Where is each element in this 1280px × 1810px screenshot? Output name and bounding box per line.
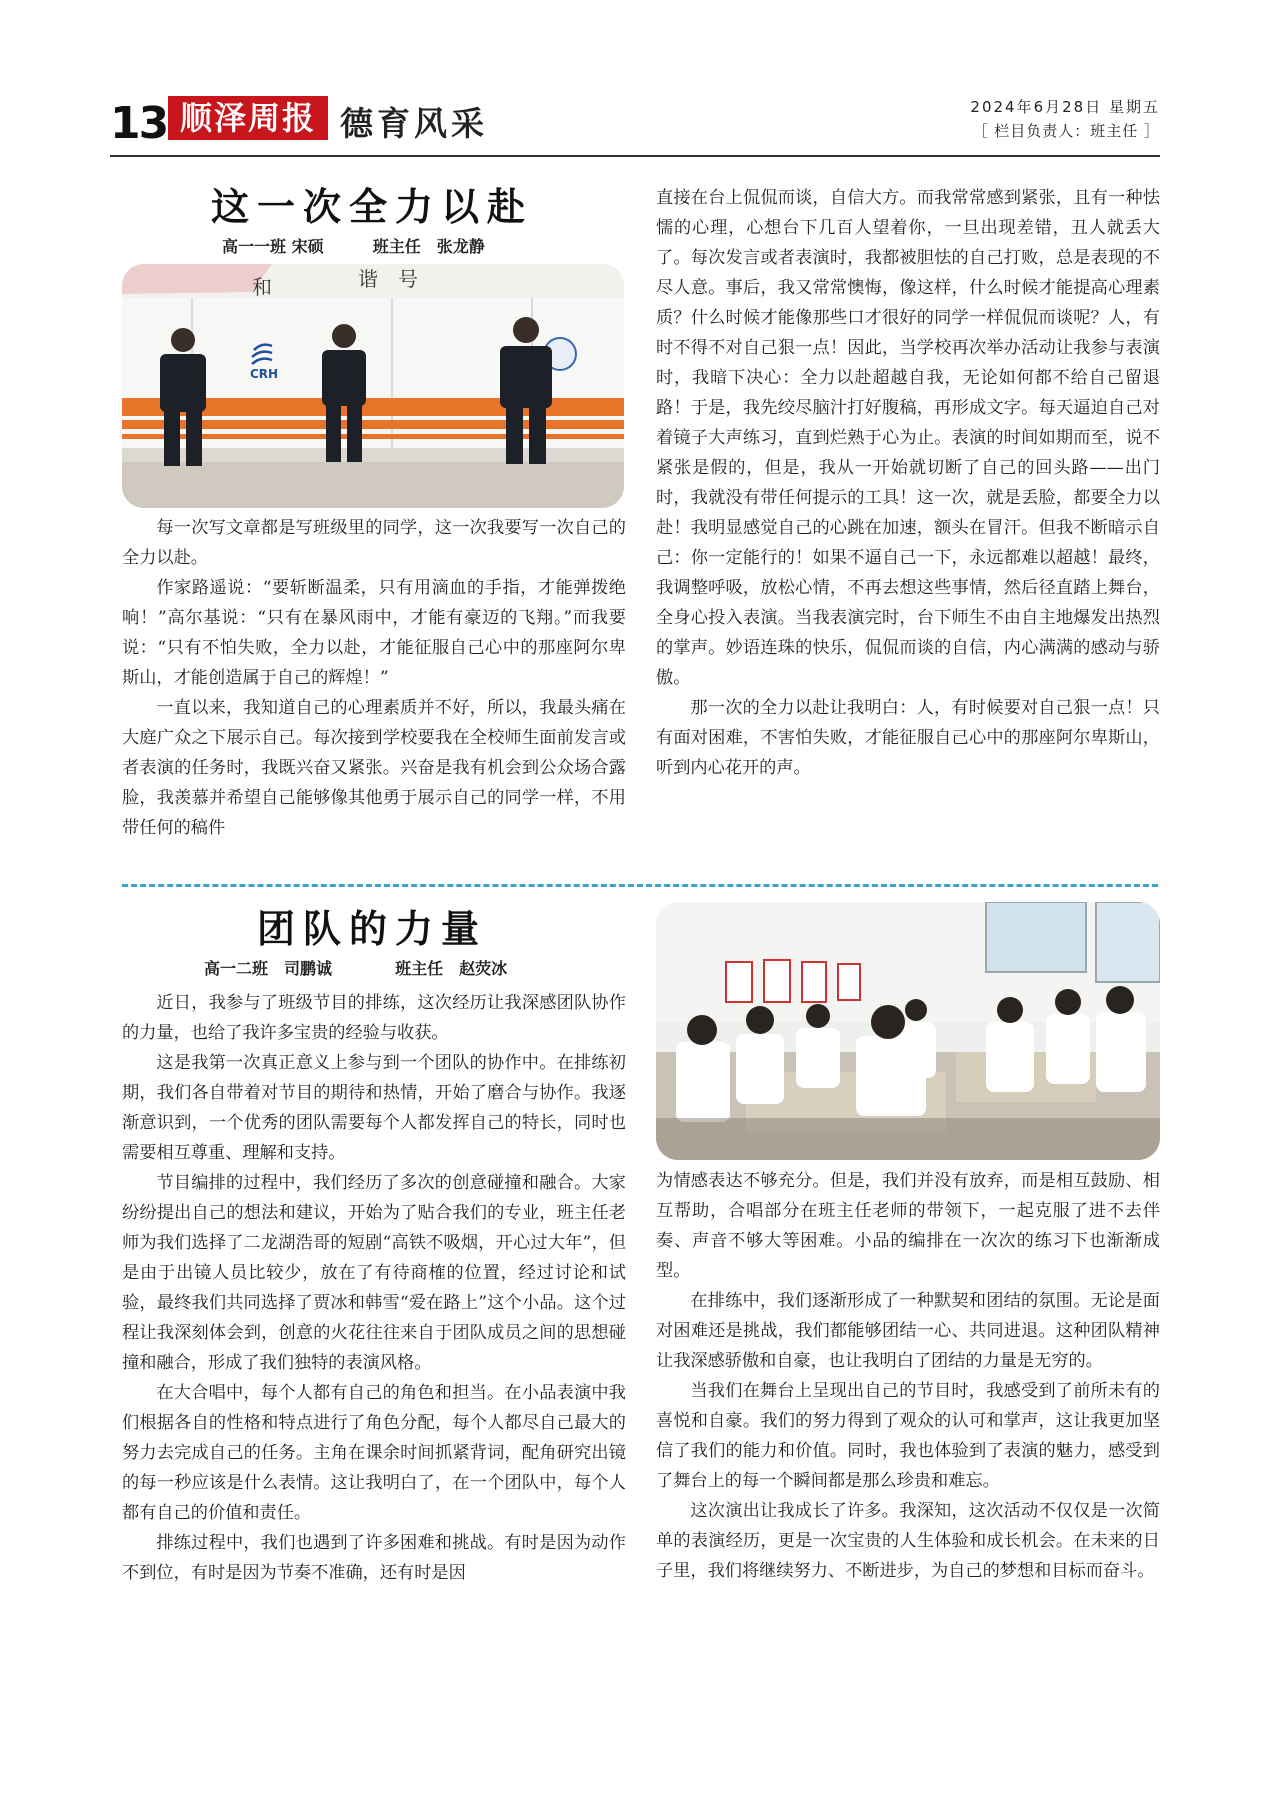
column-editor: ［ 栏目负责人：班主任 ］ [972, 122, 1160, 140]
page-header [110, 92, 1160, 158]
banner-text-left: 和 [252, 275, 272, 299]
issue-date: 2024年6月28日 星期五 [970, 98, 1160, 116]
header-rule [110, 155, 1160, 157]
article1-paragraph: 作家路遥说：“要斩断温柔，只有用滴血的手指，才能弹拨绝响！”高尔基说：“只有在暴风雨中，才能有豪迈的飞翔。”而我要说：“只有不怕失败，全力以赴，才能征服自己心中的那座阿尔卑斯山，才能创造属于自己的辉煌！” [122, 578, 626, 688]
article1-byline [222, 234, 642, 257]
article1-column-left [122, 513, 626, 843]
article2-paragraph: 在排练中，我们逐渐形成了一种默契和团结的氛围。无论是面对困难还是挑战，我们都能够团结一心、共同进退。这种团队精神让我深感骄傲和自豪，也让我明白了团结的力量是无穷的。 [656, 1291, 1160, 1371]
section-title: 德育风采 [340, 104, 488, 143]
section-divider [122, 884, 1158, 887]
banner-text-right: 谐 号 [358, 267, 418, 291]
article2-paragraph: 排练过程中，我们也遇到了许多困难和挑战。有时是因为动作不到位，有时是因为节奏不准确，还有时是因 [122, 1533, 626, 1583]
article1-paragraph: 每一次写文章都是写班级里的同学，这一次我要写一次自己的全力以赴。 [122, 518, 626, 568]
newspaper-masthead: 顺泽周报 [168, 96, 328, 140]
article2-teacher: 班主任 赵荧冰 [395, 959, 508, 978]
article2-author: 高一二班 司鹏诚 [204, 959, 333, 978]
article1-title: 这一次全力以赴 [210, 185, 533, 229]
article2-paragraph: 当我们在舞台上呈现出自己的节目时，我感受到了前所未有的喜悦和自豪。我们的努力得到了观众的认可和掌声，这让我更加坚信了我们的能力和价值。同时，我也体验到了表演的魅力，感受到了舞台上的每一个瞬间都是那么珍贵和难忘。 [656, 1381, 1160, 1491]
article2-paragraph: 这次演出让我成长了许多。我深知，这次活动不仅仅是一次简单的表演经历，更是一次宝贵的人生体验和成长机会。在未来的日子里，我们将继续努力、不断进步，为自己的梦想和目标而奋斗。 [656, 1501, 1160, 1581]
article2-column-right [656, 1166, 1160, 1586]
article1-column-right [656, 183, 1160, 783]
article1-author: 高一一班 宋硕 [222, 237, 324, 256]
article1-teacher: 班主任 张龙静 [372, 237, 485, 256]
article2-photo-classroom [656, 902, 1160, 1160]
article1-photo-stage [122, 264, 624, 508]
article2-paragraph: 节目编排的过程中，我们经历了多次的创意碰撞和融合。大家纷纷提出自己的想法和建议，开始为了贴合我们的专业，班主任老师为我们选择了二龙湖浩哥的短剧“高铁不吸烟，开心过大年”，但是由于出镜人员比较少，放在了有待商榷的位置，经过讨论和试验，最终我们共同选择了贾冰和韩雪“爱在路上”这个小品。这个过程让我深刻体会到，创意的火花往往来自于团队成员之间的思想碰撞和融合，形成了我们独特的表演风格。 [122, 1173, 626, 1373]
article2-paragraph: 近日，我参与了班级节目的排练，这次经历让我深感团队协作的力量，也给了我许多宝贵的经验与收获。 [122, 993, 626, 1043]
page-number: 13 [110, 98, 168, 149]
article2-paragraph: 这是我第一次真正意义上参与到一个团队的协作中。在排练初期，我们各自带着对节目的期待和热情，开始了磨合与协作。我逐渐意识到，一个优秀的团队需要每个人都发挥自己的特长，同时也需要相互尊重、理解和支持。 [122, 1053, 626, 1163]
article1-paragraph: 那一次的全力以赴让我明白：人，有时候要对自己狠一点！只有面对困难，不害怕失败，才能征服自己心中的那座阿尔卑斯山，听到内心花开的声。 [656, 698, 1160, 778]
article2-byline [204, 956, 644, 979]
article2-paragraph: 在大合唱中，每个人都有自己的角色和担当。在小品表演中我们根据各自的性格和特点进行了角色分配，每个人都尽自己最大的努力去完成自己的任务。主角在课余时间抓紧背词，配角研究出镜的每一秒应该是什么表情。这让我明白了，在一个团队中，每个人都有自己的价值和责任。 [122, 1383, 626, 1523]
article2-column-left [122, 988, 626, 1588]
article2-title: 团队的力量 [256, 907, 487, 951]
crh-logo: CRH [250, 367, 279, 381]
article1-paragraph: 一直以来，我知道自己的心理素质并不好，所以，我最头痛在大庭广众之下展示自己。每次接到学校要我在全校师生面前发言或者表演的任务时，我既兴奋又紧张。兴奋是我有机会到公众场合露脸，我羡慕并希望自己能够像其他勇于展示自己的同学一样，不用带任何的稿件 [122, 698, 626, 838]
article2-paragraph: 为情感表达不够充分。但是，我们并没有放弃，而是相互鼓励、相互帮助，合唱部分在班主任老师的带领下，一起克服了进不去伴奏、声音不够大等困难。小品的编排在一次次的练习下也渐渐成型。 [656, 1171, 1160, 1281]
article1-paragraph: 直接在台上侃侃而谈，自信大方。而我常常感到紧张，且有一种怯懦的心理，心想台下几百人望着你，一旦出现差错，丑人就丢大了。每次发言或者表演时，我都被胆怯的自己打败，总是表现的不尽人意。事后，我又常常懊悔，像这样，什么时候才能提高心理素质？什么时候才能像那些口才很好的同学一样侃侃而谈呢？人，有时不得不对自己狠一点！因此，当学校再次举办活动让我参与表演时，我暗下决心：全力以赴超越自我，无论如何都不给自己留退路！于是，我先绞尽脑汁打好腹稿，再形成文字。每天逼迫自己对着镜子大声练习，直到烂熟于心为止。表演的时间如期而至，说不紧张是假的，但是，我从一开始就切断了自己的回头路——出门时，我就没有带任何提示的工具！这一次，就是丢脸，都要全力以赴！我明显感觉自己的心跳在加速，额头在冒汗。但我不断暗示自己：你一定能行的！如果不逼自己一下，永远都难以超越！最终，我调整呼吸，放松心情，不再去想这些事情，然后径直踏上舞台，全身心投入表演。当我表演完时，台下师生不由自主地爆发出热烈的掌声。妙语连珠的快乐，侃侃而谈的自信，内心满满的感动与骄傲。 [656, 188, 1160, 688]
